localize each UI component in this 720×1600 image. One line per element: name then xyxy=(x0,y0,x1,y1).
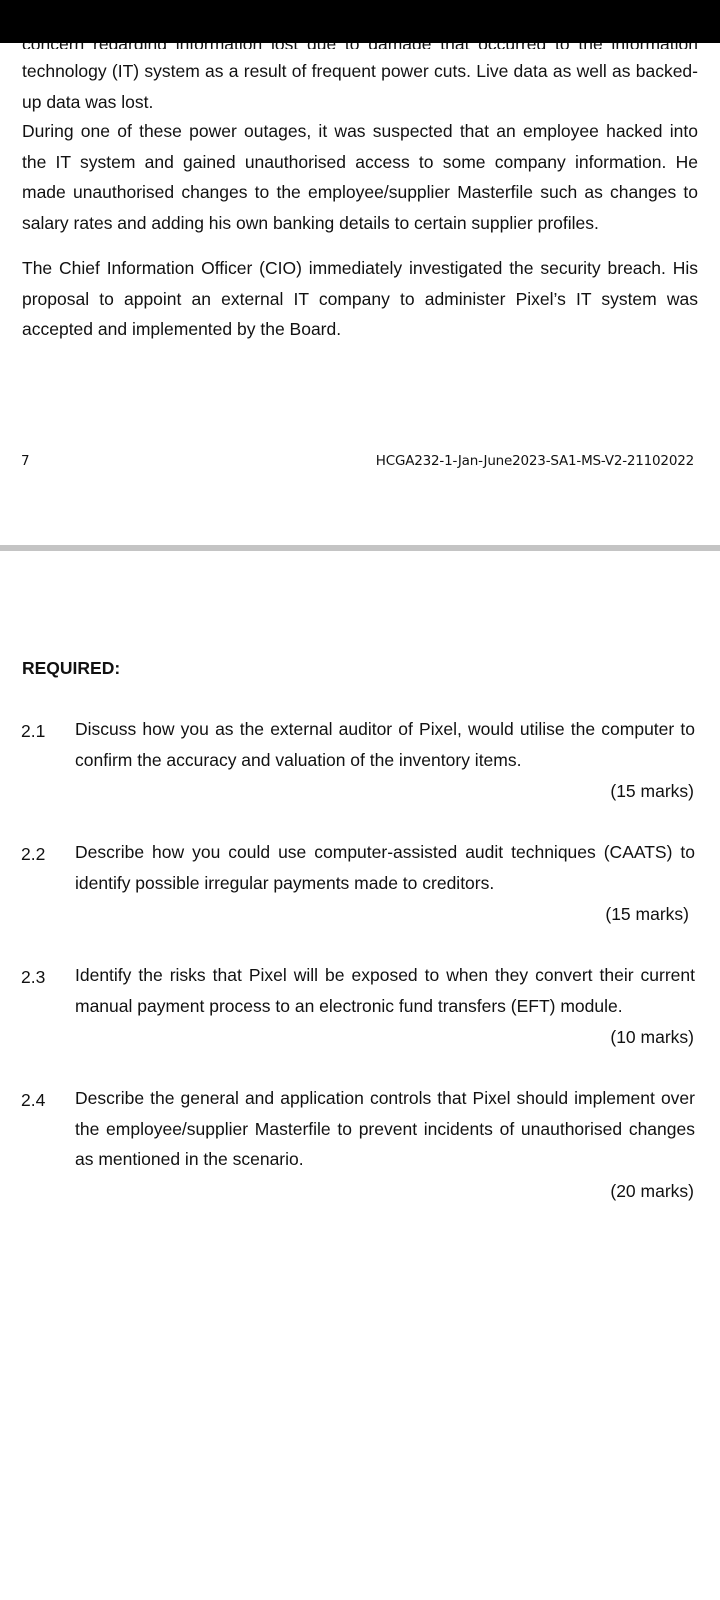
text-line: technology (IT) system as a result of frequent power cuts. Live data as well as backed- xyxy=(22,61,698,81)
required-heading: REQUIRED: xyxy=(22,658,121,678)
text-line: Discuss how you as the external auditor of Pixel, would utilise the computer to xyxy=(75,719,695,739)
text-line: the employee/supplier Masterfile to prevent incidents of unauthorised changes xyxy=(75,1118,695,1139)
question-marks: (20 marks) xyxy=(610,1181,694,1201)
text-line: Describe how you could use computer-assisted audit techniques (CAATS) to xyxy=(75,842,695,862)
question-text xyxy=(75,837,695,898)
text-line: Identify the risks that Pixel will be exposed to when they convert their current xyxy=(75,965,695,985)
question-number: 2.4 xyxy=(21,1090,46,1110)
footer-page-number: 7 xyxy=(21,453,30,469)
question-number: 2.1 xyxy=(21,721,46,741)
question-text xyxy=(75,714,695,775)
text-line: manual payment process to an electronic fund transfers (EFT) module. xyxy=(75,995,623,1016)
question-marks: (15 marks) xyxy=(605,904,689,924)
question-text xyxy=(75,1083,695,1175)
text-line: identify possible irregular payments made to creditors. xyxy=(75,872,495,893)
question-text xyxy=(75,960,695,1021)
question-marks: (15 marks) xyxy=(610,781,694,801)
text-line: proposal to appoint an external IT company to administer Pixel’s IT system was xyxy=(22,288,698,309)
footer-document-code: HCGA232-1-Jan-June2023-SA1-MS-V2-21102022 xyxy=(375,453,694,469)
text-line: made unauthorised changes to the employee/supplier Masterfile such as changes to xyxy=(22,182,698,202)
text-line: as mentioned in the scenario. xyxy=(75,1149,304,1169)
text-line: confirm the accuracy and valuation of the inventory items. xyxy=(75,749,522,770)
text-line: During one of these power outages, it was suspected that an employee hacked into xyxy=(22,121,698,141)
text-line: up data was lost. xyxy=(22,91,154,112)
text-line: salary rates and adding his own banking details to certain supplier profiles. xyxy=(22,212,599,233)
text-line: accepted and implemented by the Board. xyxy=(22,319,342,339)
paragraph-power-cuts xyxy=(22,56,698,117)
question-number: 2.2 xyxy=(21,844,46,864)
text-line: Describe the general and application controls that Pixel should implement over xyxy=(75,1088,695,1108)
text-line: The Chief Information Officer (CIO) immediately investigated the security breach. His xyxy=(22,258,698,278)
paragraph-security-breach xyxy=(22,116,698,238)
paragraph-cio-proposal xyxy=(22,253,698,345)
question-number: 2.3 xyxy=(21,967,46,987)
question-marks: (10 marks) xyxy=(610,1027,694,1047)
status-bar xyxy=(0,0,720,43)
text-line: the IT system and gained unauthorised access to some company information. He xyxy=(22,151,698,172)
page-divider xyxy=(0,545,720,551)
